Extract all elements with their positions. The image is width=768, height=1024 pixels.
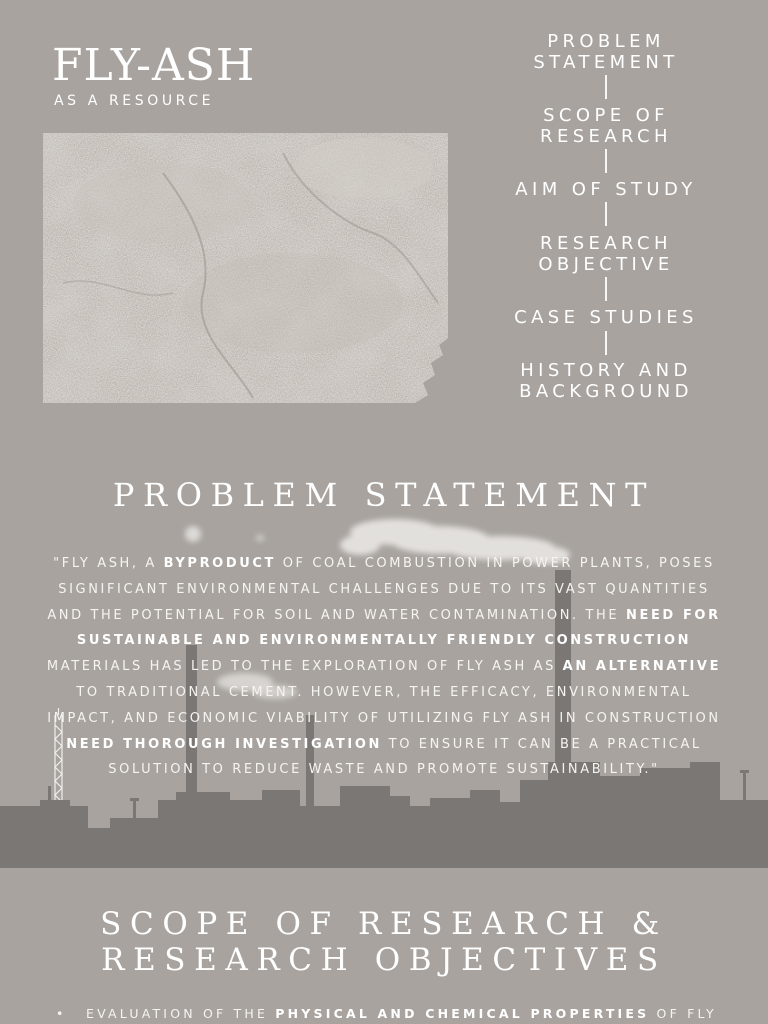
nav-divider [605, 202, 607, 226]
nav-item-aim-of-study[interactable]: AIM OF STUDY [515, 179, 697, 200]
emphasis-text: AN ALTERNATIVE [562, 659, 722, 675]
body-text-segment: TO TRADITIONAL CEMENT. HOWEVER, THE EFFICACY, ENVIRONMENTAL IMPACT, AND ECONOMIC VIABILITY OF UTILIZING FLY ASH IN CONSTRUCTION [47, 684, 721, 726]
list-item [56, 1006, 736, 1021]
bullet-icon: • [56, 1006, 67, 1021]
scope-heading-line-1: SCOPE OF RESEARCH & [100, 906, 668, 942]
page-subtitle: AS A RESOURCE [54, 93, 215, 109]
research-objectives-list [56, 1006, 736, 1021]
emphasis-text: PHYSICAL AND CHEMICAL PROPERTIES [275, 1006, 650, 1021]
emphasis-text: NEED THOROUGH INVESTIGATION [66, 736, 382, 752]
nav-item-case-studies[interactable]: CASE STUDIES [514, 307, 698, 328]
emphasis-text: NEED FOR SUSTAINABLE AND ENVIRONMENTALLY FRIENDLY CONSTRUCTION [76, 607, 721, 649]
fly-ash-texture-icon [43, 133, 448, 403]
nav-divider [605, 331, 607, 355]
problem-statement-text [44, 551, 724, 783]
body-text-segment: "FLY ASH, A [53, 556, 164, 571]
emphasis-text: BYPRODUCT [163, 556, 276, 571]
nav-divider [605, 149, 607, 173]
scope-heading-line-2: RESEARCH OBJECTIVES [101, 942, 667, 978]
body-text-segment: MATERIALS HAS LED TO THE EXPLORATION OF FLY ASH AS [46, 659, 563, 675]
fly-ash-photo [43, 133, 448, 403]
problem-statement-heading: PROBLEM STATEMENT [112, 476, 656, 514]
nav-divider [605, 277, 607, 301]
nav-divider [605, 75, 607, 99]
nav-item-scope-of-research[interactable]: SCOPE OF RESEARCH [540, 105, 672, 147]
body-text-segment: OF COAL COMBUSTION IN POWER PLANTS, POSES SIGNIFICANT ENVIRONMENTAL CHALLENGES DUE TO ITS VAST QUANTITIES AND THE POTENTIAL FOR SOIL AND WATER CONTAMINATION. THE [47, 556, 715, 623]
nav-item-history-and-background[interactable]: HISTORY AND BACKGROUND [519, 360, 693, 402]
scope-research-heading [0, 906, 768, 978]
list-item-text: OF FLY [649, 1006, 717, 1021]
list-item-text: EVALUATION OF THE [86, 1006, 276, 1021]
nav-item-research-objective[interactable]: RESEARCH OBJECTIVE [538, 233, 674, 275]
nav-item-problem-statement[interactable]: PROBLEM STATEMENT [533, 31, 679, 73]
body-text-segment: TO ENSURE IT CAN BE A PRACTICAL SOLUTION TO REDUCE WASTE AND PROMOTE SUSTAINABILITY." [108, 736, 702, 778]
page-title: FLY-ASH [52, 40, 256, 91]
